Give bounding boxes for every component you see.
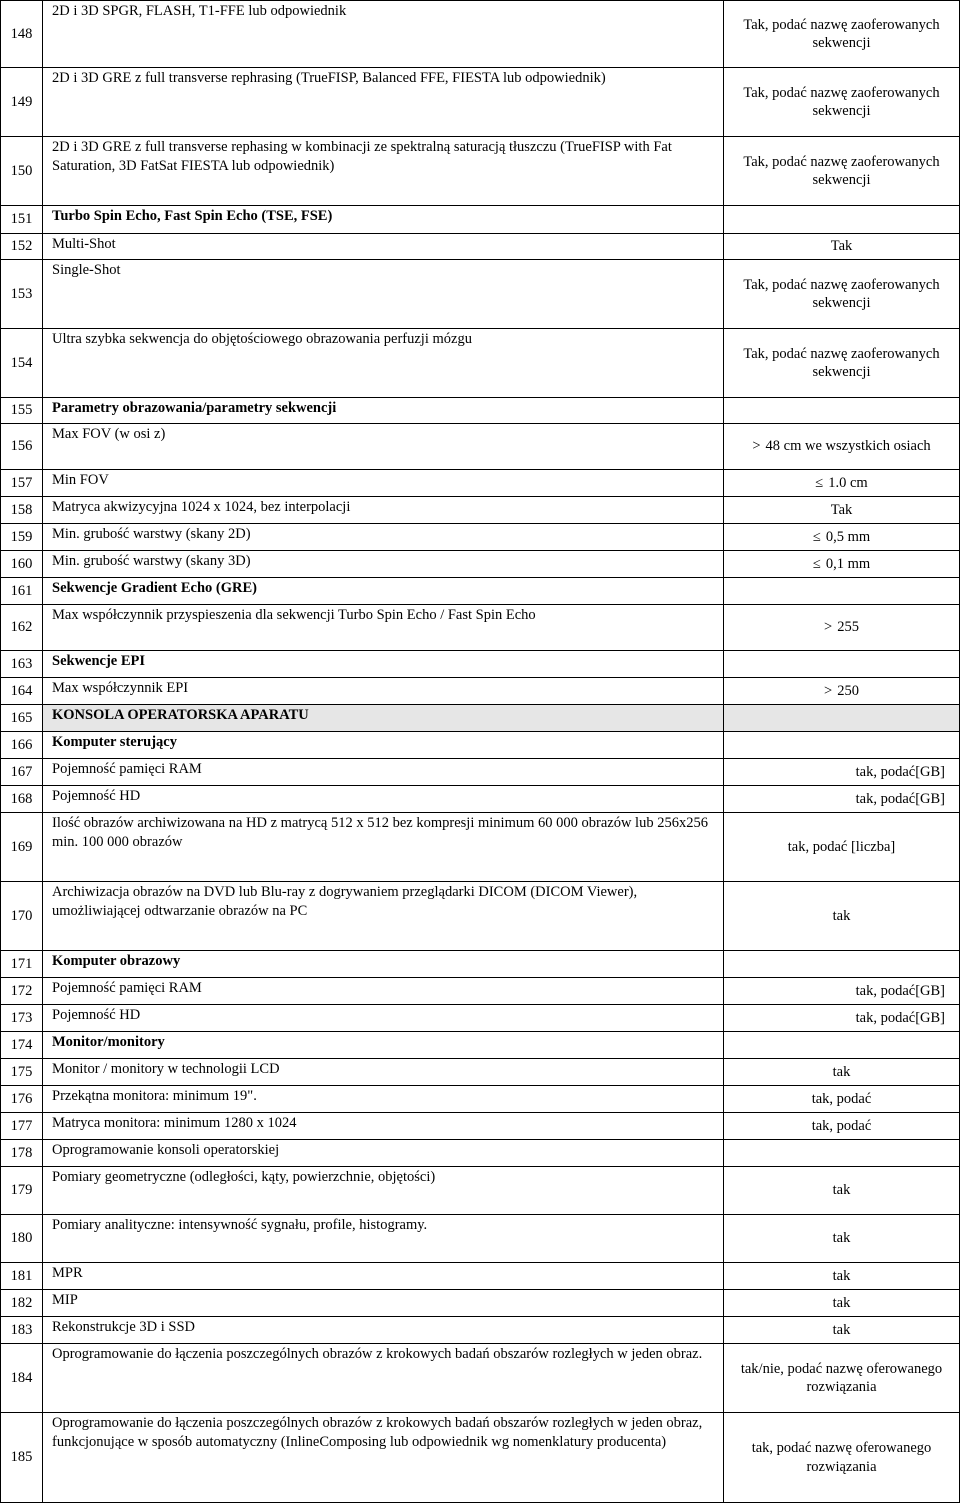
comparison-symbol: > (752, 438, 761, 455)
row-value (724, 470, 960, 497)
row-value: tak (724, 1167, 960, 1215)
row-value (724, 1140, 960, 1167)
row-value: tak, podać (724, 1086, 960, 1113)
row-description: Monitor / monitory w technologii LCD (43, 1059, 724, 1086)
table-row (1, 951, 960, 978)
table-row (1, 260, 960, 329)
row-value: tak, podać [liczba] (724, 813, 960, 882)
table-row (1, 1413, 960, 1503)
row-description: 2D i 3D GRE z full transverse rephasing w kombinacji ze spektralną saturacją tłuszczu (TrueFISP with Fat Saturation, 3D FatSat FIESTA lub odpowiednik) (43, 137, 724, 206)
row-number: 174 (1, 1032, 43, 1059)
row-description: Monitor/monitory (43, 1032, 724, 1059)
row-value: Tak, podać nazwę zaoferowanych sekwencji (724, 137, 960, 206)
table-row (1, 497, 960, 524)
table-row (1, 1317, 960, 1344)
row-description: Sekwencje EPI (43, 651, 724, 678)
table-row (1, 424, 960, 470)
table-row (1, 524, 960, 551)
row-description: Archiwizacja obrazów na DVD lub Blu-ray z dogrywaniem przeglądarki DICOM (DICOM Viewer), umożliwiającej odtwarzanie obrazów na PC (43, 882, 724, 951)
row-number: 167 (1, 759, 43, 786)
table-row (1, 234, 960, 260)
row-value: tak, podać[GB] (724, 978, 960, 1005)
row-description: Min. grubość warstwy (skany 2D) (43, 524, 724, 551)
table-row (1, 978, 960, 1005)
row-description: Oprogramowanie do łączenia poszczególnych obrazów z krokowych badań obszarów rozległych w jeden obraz, funkcjonujące w sposób automatyczny (InlineComposing lub odpowiednik wg nomenklatury producenta) (43, 1413, 724, 1503)
row-value (724, 705, 960, 732)
table-row (1, 1140, 960, 1167)
row-description: Rekonstrukcje 3D i SSD (43, 1317, 724, 1344)
row-value: Tak (724, 234, 960, 260)
row-description: Max współczynnik EPI (43, 678, 724, 705)
table-row (1, 1086, 960, 1113)
table-row (1, 1344, 960, 1413)
row-description: Min. grubość warstwy (skany 3D) (43, 551, 724, 578)
row-value: tak, podać[GB] (724, 759, 960, 786)
row-description: 2D i 3D GRE z full transverse rephrasing (TrueFISP, Balanced FFE, FIESTA lub odpowiednik) (43, 68, 724, 137)
row-number: 178 (1, 1140, 43, 1167)
row-description: KONSOLA OPERATORSKA APARATU (43, 705, 724, 732)
row-number: 165 (1, 705, 43, 732)
comparison-symbol: > (824, 682, 833, 699)
comparison-symbol: > (824, 619, 833, 636)
row-description: Single-Shot (43, 260, 724, 329)
comparison-symbol: ≤ (812, 528, 821, 545)
table-row (1, 137, 960, 206)
value-text: 48 cm we wszystkich osiach (765, 438, 931, 455)
row-number: 166 (1, 732, 43, 759)
row-value: tak (724, 1215, 960, 1263)
table-row (1, 1290, 960, 1317)
row-number: 182 (1, 1290, 43, 1317)
table-row (1, 206, 960, 234)
table-row (1, 1167, 960, 1215)
row-description: Pojemność HD (43, 786, 724, 813)
comparison-symbol: ≤ (812, 555, 821, 572)
row-description: Ultra szybka sekwencja do objętościowego obrazowania perfuzji mózgu (43, 329, 724, 398)
row-description: Multi-Shot (43, 234, 724, 260)
row-value (724, 605, 960, 651)
row-number: 152 (1, 234, 43, 260)
table-row (1, 1005, 960, 1032)
row-number: 151 (1, 206, 43, 234)
table-row (1, 651, 960, 678)
row-value: tak, podać[GB] (724, 786, 960, 813)
row-number: 164 (1, 678, 43, 705)
comparison-symbol: ≤ (815, 474, 824, 491)
row-description: Ilość obrazów archiwizowana na HD z matrycą 512 x 512 bez kompresji minimum 60 000 obrazów lub 256x256 min. 100 000 obrazów (43, 813, 724, 882)
row-description: Turbo Spin Echo, Fast Spin Echo (TSE, FSE) (43, 206, 724, 234)
row-description: Sekwencje Gradient Echo (GRE) (43, 578, 724, 605)
row-value: Tak, podać nazwę zaoferowanych sekwencji (724, 1, 960, 68)
row-description: Pojemność HD (43, 1005, 724, 1032)
row-value: Tak, podać nazwę zaoferowanych sekwencji (724, 260, 960, 329)
row-value: Tak, podać nazwę zaoferowanych sekwencji (724, 68, 960, 137)
row-number: 170 (1, 882, 43, 951)
table-row (1, 732, 960, 759)
table-row (1, 68, 960, 137)
row-number: 149 (1, 68, 43, 137)
value-text: 0,5 mm (825, 528, 871, 545)
row-number: 177 (1, 1113, 43, 1140)
row-number: 157 (1, 470, 43, 497)
row-description: Oprogramowanie do łączenia poszczególnych obrazów z krokowych badań obszarów rozległych w jeden obraz. (43, 1344, 724, 1413)
row-description: MPR (43, 1263, 724, 1290)
value-text: 0,1 mm (825, 555, 871, 572)
row-number: 158 (1, 497, 43, 524)
row-number: 168 (1, 786, 43, 813)
row-value: tak (724, 882, 960, 951)
row-number: 181 (1, 1263, 43, 1290)
row-description: Max współczynnik przyspieszenia dla sekwencji Turbo Spin Echo / Fast Spin Echo (43, 605, 724, 651)
row-value: tak, podać[GB] (724, 1005, 960, 1032)
row-value (724, 951, 960, 978)
row-number: 183 (1, 1317, 43, 1344)
row-number: 173 (1, 1005, 43, 1032)
row-number: 154 (1, 329, 43, 398)
table-row (1, 813, 960, 882)
row-description: Pomiary geometryczne (odległości, kąty, powierzchnie, objętości) (43, 1167, 724, 1215)
table-row (1, 705, 960, 732)
row-number: 160 (1, 551, 43, 578)
row-description: Max FOV (w osi z) (43, 424, 724, 470)
row-number: 171 (1, 951, 43, 978)
row-number: 179 (1, 1167, 43, 1215)
row-number: 153 (1, 260, 43, 329)
row-number: 150 (1, 137, 43, 206)
table-row (1, 1263, 960, 1290)
table-row (1, 605, 960, 651)
row-value: tak (724, 1290, 960, 1317)
value-text: 250 (837, 682, 859, 699)
row-number: 180 (1, 1215, 43, 1263)
row-value (724, 524, 960, 551)
row-value: tak, podać nazwę oferowanego rozwiązania (724, 1413, 960, 1503)
table-row (1, 1059, 960, 1086)
row-number: 155 (1, 398, 43, 424)
row-value (724, 678, 960, 705)
row-description: Komputer sterujący (43, 732, 724, 759)
row-value (724, 651, 960, 678)
row-number: 156 (1, 424, 43, 470)
table-row (1, 786, 960, 813)
row-value: Tak, podać nazwę zaoferowanych sekwencji (724, 329, 960, 398)
row-value (724, 424, 960, 470)
row-description: Pojemność pamięci RAM (43, 759, 724, 786)
row-description: Matryca akwizycyjna 1024 x 1024, bez interpolacji (43, 497, 724, 524)
row-description: Parametry obrazowania/parametry sekwencji (43, 398, 724, 424)
row-number: 185 (1, 1413, 43, 1503)
row-number: 148 (1, 1, 43, 68)
row-number: 176 (1, 1086, 43, 1113)
row-value (724, 398, 960, 424)
row-value: tak, podać (724, 1113, 960, 1140)
row-value: tak (724, 1263, 960, 1290)
spec-table-body (1, 1, 960, 1503)
row-description: Przekątna monitora: minimum 19". (43, 1086, 724, 1113)
row-number: 172 (1, 978, 43, 1005)
row-description: Komputer obrazowy (43, 951, 724, 978)
table-row (1, 1032, 960, 1059)
row-description: Pojemność pamięci RAM (43, 978, 724, 1005)
row-description: MIP (43, 1290, 724, 1317)
row-value: Tak (724, 497, 960, 524)
row-number: 184 (1, 1344, 43, 1413)
value-text: 1.0 cm (828, 474, 868, 491)
table-row (1, 470, 960, 497)
table-row (1, 1, 960, 68)
row-number: 175 (1, 1059, 43, 1086)
row-value (724, 578, 960, 605)
table-row (1, 882, 960, 951)
row-description: 2D i 3D SPGR, FLASH, T1-FFE lub odpowiednik (43, 1, 724, 68)
row-number: 161 (1, 578, 43, 605)
table-row (1, 678, 960, 705)
row-number: 169 (1, 813, 43, 882)
row-description: Oprogramowanie konsoli operatorskiej (43, 1140, 724, 1167)
table-row (1, 759, 960, 786)
table-row (1, 1215, 960, 1263)
row-value: tak/nie, podać nazwę oferowanego rozwiązania (724, 1344, 960, 1413)
table-row (1, 551, 960, 578)
table-row (1, 329, 960, 398)
table-row (1, 398, 960, 424)
row-number: 163 (1, 651, 43, 678)
table-row (1, 1113, 960, 1140)
row-value (724, 206, 960, 234)
value-text: 255 (837, 619, 859, 636)
row-value (724, 1032, 960, 1059)
row-value (724, 732, 960, 759)
row-number: 162 (1, 605, 43, 651)
row-description: Pomiary analityczne: intensywność sygnału, profile, histogramy. (43, 1215, 724, 1263)
row-value: tak (724, 1059, 960, 1086)
row-description: Matryca monitora: minimum 1280 x 1024 (43, 1113, 724, 1140)
table-row (1, 578, 960, 605)
row-value: tak (724, 1317, 960, 1344)
row-number: 159 (1, 524, 43, 551)
row-description: Min FOV (43, 470, 724, 497)
row-value (724, 551, 960, 578)
